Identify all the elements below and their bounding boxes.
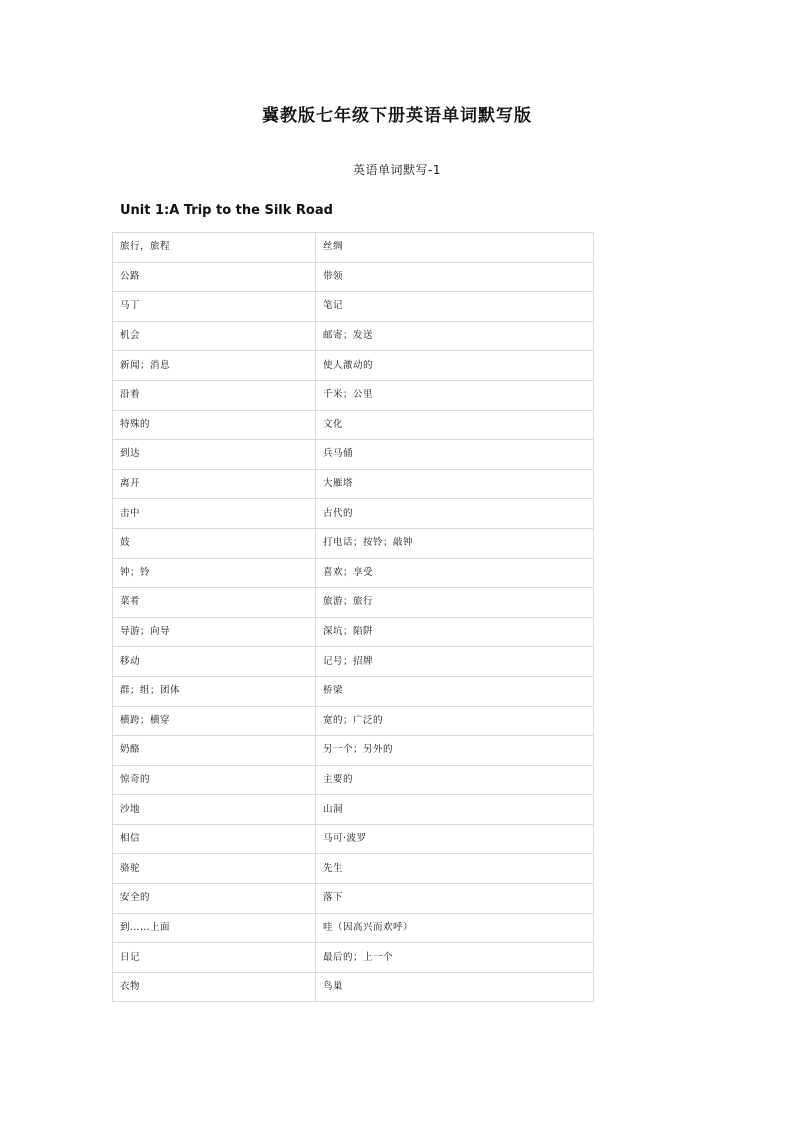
table-cell-right: 丝绸 (316, 233, 594, 263)
table-cell-left: 特殊的 (113, 410, 316, 440)
table-row (113, 824, 594, 854)
table-cell-right: 桥梁 (316, 676, 594, 706)
document-title: 冀教版七年级下册英语单词默写版 (262, 106, 532, 126)
table-cell-right: 旅游；旅行 (316, 588, 594, 618)
table-cell-right: 宽的；广泛的 (316, 706, 594, 736)
table-cell-right: 笔记 (316, 292, 594, 322)
table-row (113, 765, 594, 795)
table-cell-right: 深坑；陷阱 (316, 617, 594, 647)
table-cell-left: 移动 (113, 647, 316, 677)
table-row (113, 292, 594, 322)
table-cell-right: 千米；公里 (316, 380, 594, 410)
table-cell-left: 相信 (113, 824, 316, 854)
table-cell-right: 记号；招牌 (316, 647, 594, 677)
table-row (113, 617, 594, 647)
table-cell-right: 鸟巢 (316, 972, 594, 1002)
table-row (113, 676, 594, 706)
table-cell-right: 另一个；另外的 (316, 736, 594, 766)
table-row (113, 351, 594, 381)
unit-heading: Unit 1:A Trip to the Silk Road (120, 203, 333, 218)
table-cell-left: 奶酪 (113, 736, 316, 766)
table-cell-right: 带领 (316, 262, 594, 292)
table-row (113, 558, 594, 588)
table-cell-left: 菜肴 (113, 588, 316, 618)
table-cell-left: 公路 (113, 262, 316, 292)
table-cell-left: 惊奇的 (113, 765, 316, 795)
table-cell-left: 马丁 (113, 292, 316, 322)
table-row (113, 499, 594, 529)
table-cell-left: 离开 (113, 469, 316, 499)
table-cell-left: 旅行，旅程 (113, 233, 316, 263)
vocabulary-table-body (113, 233, 594, 1002)
table-cell-left: 钟；铃 (113, 558, 316, 588)
table-cell-left: 群；组；团体 (113, 676, 316, 706)
table-cell-right: 哇（因高兴而欢呼） (316, 913, 594, 943)
table-cell-right: 打电话；按铃；敲钟 (316, 528, 594, 558)
table-cell-left: 沙地 (113, 795, 316, 825)
table-cell-left: 日记 (113, 943, 316, 973)
table-cell-right: 主要的 (316, 765, 594, 795)
table-row (113, 706, 594, 736)
table-row (113, 469, 594, 499)
table-cell-right: 山洞 (316, 795, 594, 825)
table-row (113, 913, 594, 943)
document-subtitle: 英语单词默写-1 (353, 163, 441, 177)
table-cell-left: 安全的 (113, 884, 316, 914)
table-row (113, 410, 594, 440)
table-row (113, 440, 594, 470)
table-cell-right: 邮寄；发送 (316, 321, 594, 351)
table-cell-right: 落下 (316, 884, 594, 914)
table-cell-right: 喜欢；享受 (316, 558, 594, 588)
table-row (113, 795, 594, 825)
vocabulary-table (112, 232, 594, 1002)
table-cell-left: 骆驼 (113, 854, 316, 884)
table-row (113, 233, 594, 263)
table-cell-left: 到达 (113, 440, 316, 470)
table-row (113, 528, 594, 558)
table-cell-left: 导游；向导 (113, 617, 316, 647)
table-row (113, 321, 594, 351)
table-row (113, 884, 594, 914)
table-cell-left: 机会 (113, 321, 316, 351)
table-cell-left: 沿着 (113, 380, 316, 410)
table-cell-right: 古代的 (316, 499, 594, 529)
table-row (113, 854, 594, 884)
table-cell-right: 最后的；上一个 (316, 943, 594, 973)
table-cell-right: 使人激动的 (316, 351, 594, 381)
table-row (113, 262, 594, 292)
table-cell-right: 大雁塔 (316, 469, 594, 499)
table-cell-left: 鼓 (113, 528, 316, 558)
table-row (113, 736, 594, 766)
table-cell-right: 马可·波罗 (316, 824, 594, 854)
table-row (113, 943, 594, 973)
table-cell-right: 文化 (316, 410, 594, 440)
table-row (113, 647, 594, 677)
table-row (113, 972, 594, 1002)
table-row (113, 380, 594, 410)
table-cell-left: 衣物 (113, 972, 316, 1002)
table-cell-right: 兵马俑 (316, 440, 594, 470)
table-cell-left: 击中 (113, 499, 316, 529)
table-cell-left: 到……上面 (113, 913, 316, 943)
table-cell-right: 先生 (316, 854, 594, 884)
table-row (113, 588, 594, 618)
table-cell-left: 新闻；消息 (113, 351, 316, 381)
table-cell-left: 横跨；横穿 (113, 706, 316, 736)
